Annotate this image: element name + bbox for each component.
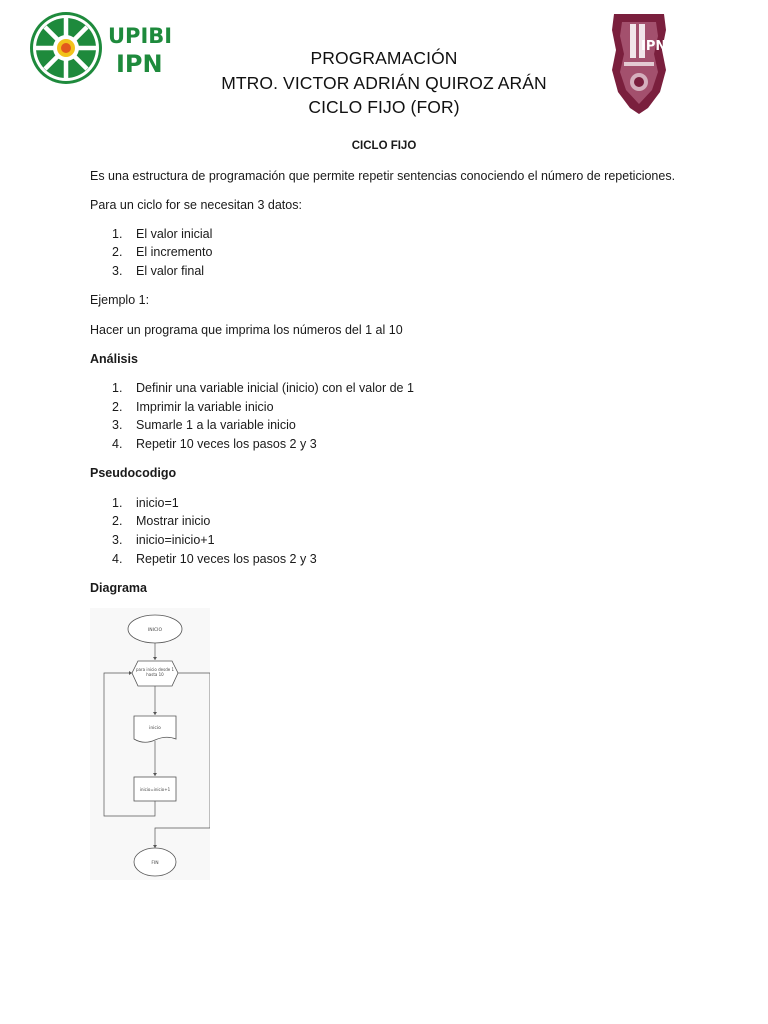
output-label: inicio [149, 726, 161, 731]
analysis-heading: Análisis [90, 352, 138, 366]
upibi-logo [30, 10, 175, 88]
list-item: 3. inicio=inicio+1 [112, 533, 215, 547]
start-label: INICIO [147, 628, 163, 633]
list-item: 2. Imprimir la variable inicio [112, 400, 274, 414]
list-item: 4. Repetir 10 veces los pasos 2 y 3 [112, 552, 317, 566]
section-title: CICLO FIJO [351, 140, 417, 152]
definition-paragraph: Es una estructura de programación que permite repetir sentencias conociendo el número de repeticiones. [90, 169, 676, 183]
end-label: FIN [151, 861, 159, 866]
list-item: 1. inicio=1 [112, 496, 179, 510]
header-titles [180, 46, 588, 120]
process-label: inicio=inicio+1 [139, 787, 171, 792]
svg-text:UPIBI: UPIBI [108, 24, 173, 48]
course-title: PROGRAMACIÓN [310, 48, 458, 68]
svg-text:IPN: IPN [116, 50, 163, 78]
pseudocode-heading: Pseudocodigo [90, 466, 177, 480]
flowchart-diagram [90, 608, 210, 880]
teacher-name: MTRO. VICTOR ADRIÁN QUIROZ ARÁN [221, 72, 547, 93]
ipn-logo [608, 10, 670, 118]
loop-label-line-2: hasta 10 [146, 672, 164, 677]
loop-label-line-1: para inicio desde 1 [135, 667, 175, 672]
list-item: 2. Mostrar inicio [112, 514, 211, 528]
list-item: 3. Sumarle 1 a la variable inicio [112, 418, 296, 432]
list-item: 3. El valor final [112, 264, 205, 278]
diagram-heading: Diagrama [90, 581, 147, 595]
example-text: Hacer un programa que imprima los números del 1 al 10 [90, 323, 403, 337]
list-item: 1. El valor inicial [112, 227, 213, 241]
list-item: 1. Definir una variable inicial (inicio) con el valor de 1 [112, 381, 414, 395]
intro-list-paragraph: Para un ciclo for se necesitan 3 datos: [90, 198, 302, 212]
list-item: 2. El incremento [112, 245, 213, 259]
svg-text:IPN: IPN [641, 39, 667, 54]
example-label: Ejemplo 1: [90, 293, 150, 307]
topic-title: CICLO FIJO (FOR) [308, 97, 460, 117]
list-item: 4. Repetir 10 veces los pasos 2 y 3 [112, 437, 317, 451]
